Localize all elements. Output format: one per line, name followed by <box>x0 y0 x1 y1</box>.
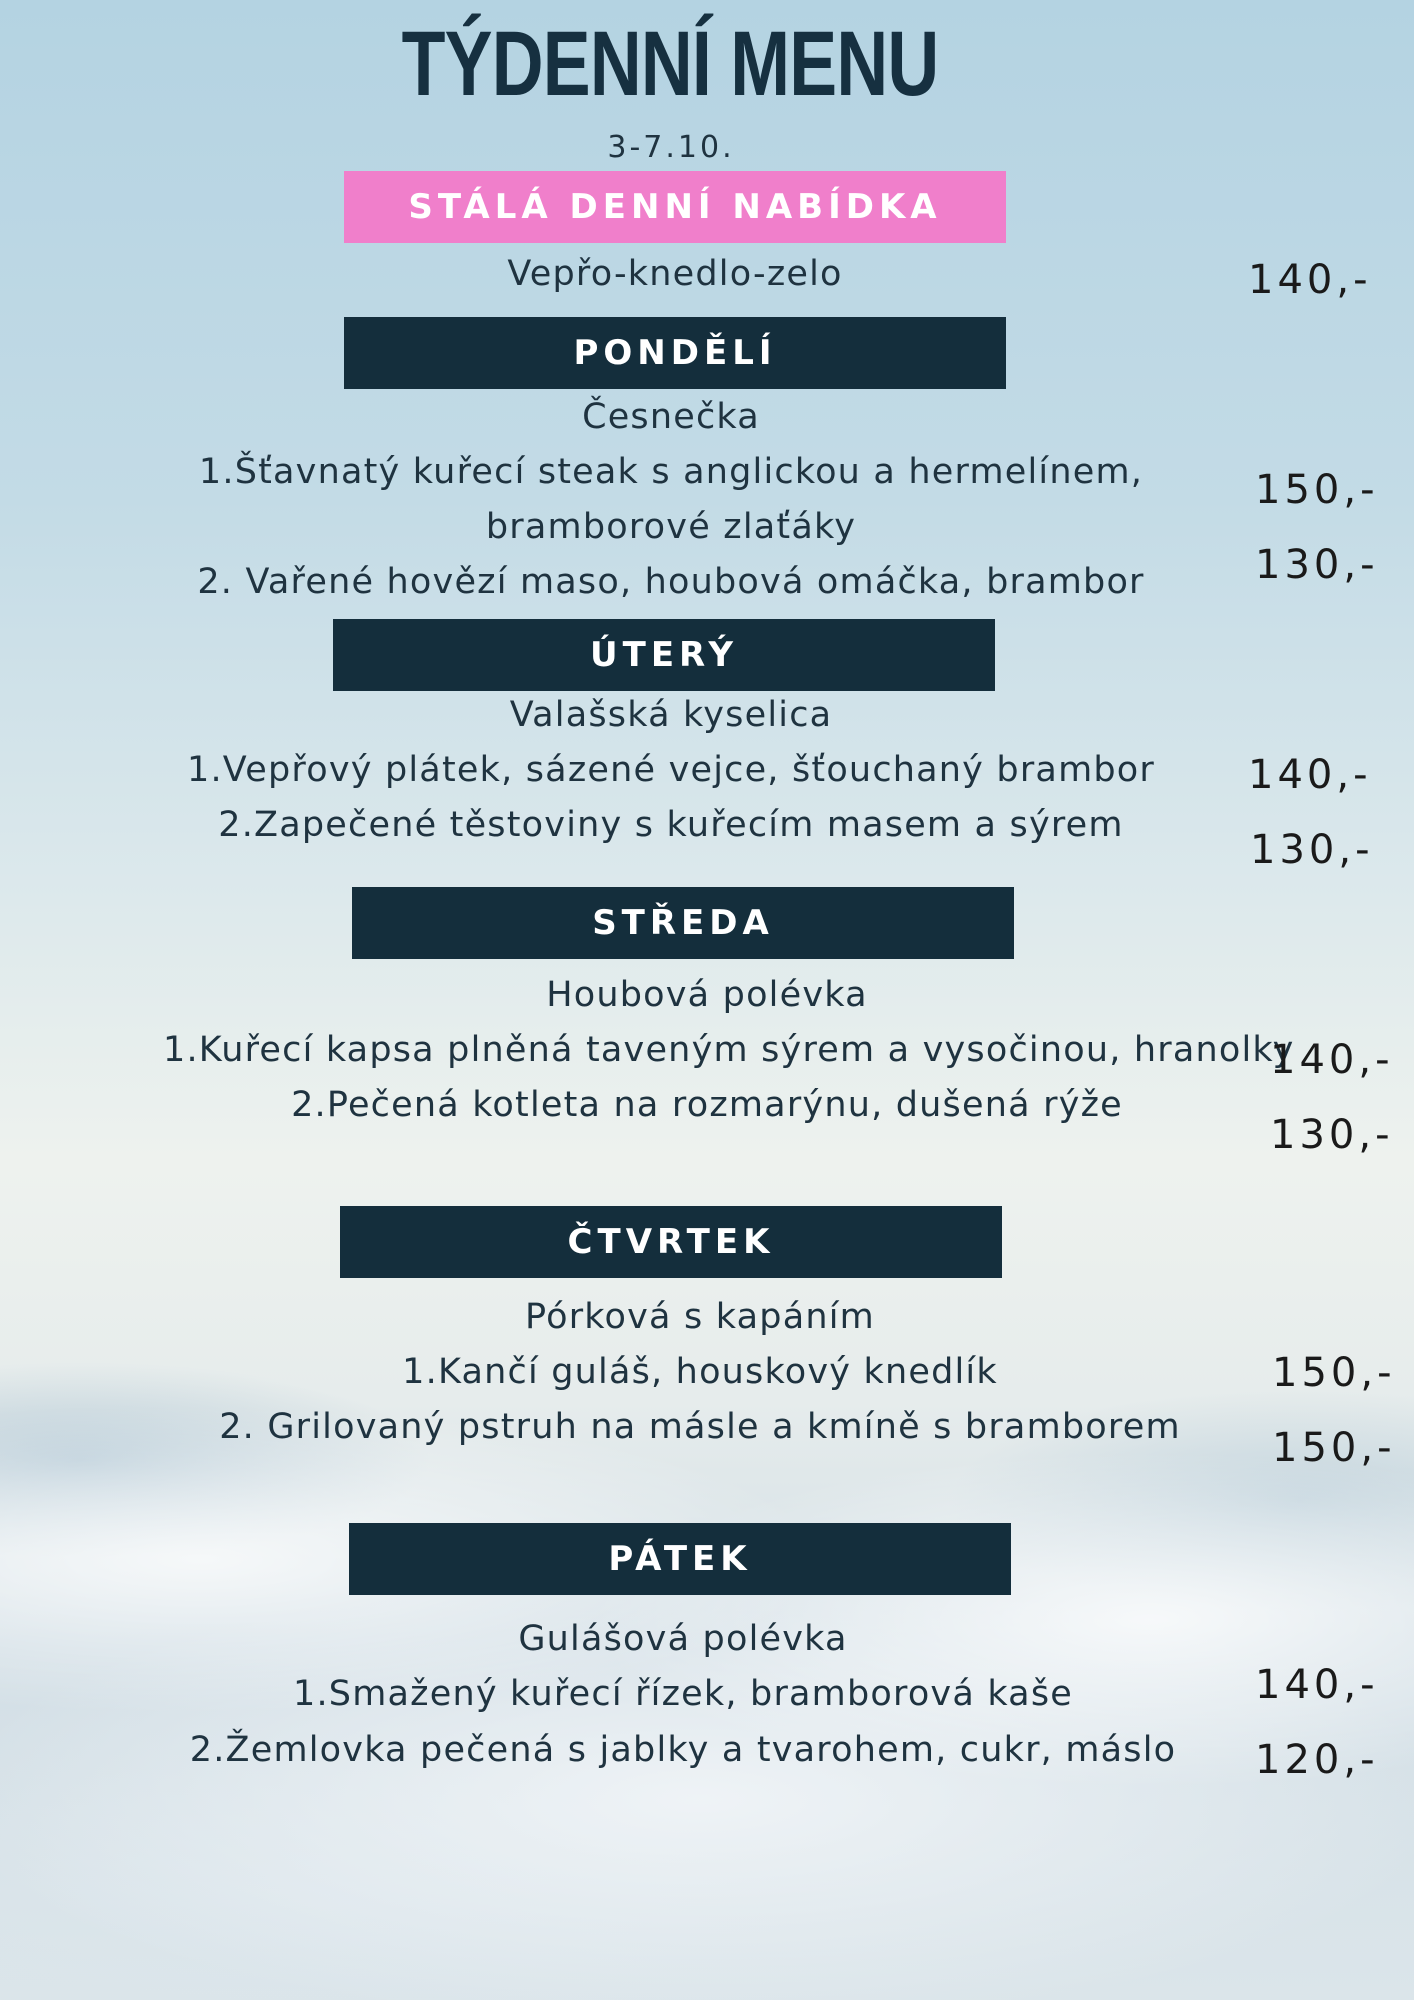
thursday-header: ČTVRTEK <box>340 1206 1002 1278</box>
daily-price: 140,- <box>1248 257 1372 303</box>
friday-dish-2: 2.Žemlovka pečená s jablky a tvarohem, cukr, máslo <box>189 1730 1177 1770</box>
thursday-dish-1: 1.Kančí guláš, houskový knedlík <box>402 1352 998 1392</box>
monday-dish-1-price: 150,- <box>1255 467 1379 513</box>
tuesday-dish-1-price: 140,- <box>1248 752 1372 798</box>
monday-header: PONDĚLÍ <box>344 317 1006 389</box>
wednesday-header: STŘEDA <box>352 887 1014 959</box>
friday-header: PÁTEK <box>349 1523 1011 1595</box>
daily-dish: Vepřo-knedlo-zelo <box>507 254 843 294</box>
monday-dish-1-line-1: 1.Šťavnatý kuřecí steak s anglickou a hermelínem, <box>198 452 1144 492</box>
thursday-dish-1-price: 150,- <box>1272 1350 1396 1396</box>
friday-dish-1-price: 140,- <box>1255 1662 1379 1708</box>
tuesday-dish-2-price: 130,- <box>1250 827 1374 873</box>
menu-dates: 3-7.10. <box>607 130 735 165</box>
menu-title: TÝDENNÍ MENU <box>401 13 939 115</box>
friday-dish-1: 1.Smažený kuřecí řízek, bramborová kaše <box>292 1674 1073 1714</box>
thursday-soup: Pórková s kapáním <box>525 1297 875 1337</box>
daily-offer-header: STÁLÁ DENNÍ NABÍDKA <box>344 171 1006 243</box>
tuesday-dish-1: 1.Vepřový plátek, sázené vejce, šťouchaný brambor <box>187 750 1155 790</box>
wednesday-soup: Houbová polévka <box>546 975 868 1015</box>
wednesday-dish-2-price: 130,- <box>1270 1112 1394 1158</box>
tuesday-dish-2: 2.Zapečené těstoviny s kuřecím masem a sýrem <box>218 805 1124 845</box>
friday-soup: Gulášová polévka <box>518 1619 848 1659</box>
thursday-dish-2: 2. Grilovaný pstruh na másle a kmíně s bramborem <box>219 1407 1181 1447</box>
wednesday-dish-1-price: 140,- <box>1270 1037 1394 1083</box>
monday-soup: Česnečka <box>582 397 760 437</box>
thursday-dish-2-price: 150,- <box>1272 1425 1396 1471</box>
monday-dish-2-price: 130,- <box>1255 542 1379 588</box>
friday-dish-2-price: 120,- <box>1255 1737 1379 1783</box>
wednesday-dish-2: 2.Pečená kotleta na rozmarýnu, dušená rýže <box>291 1085 1123 1125</box>
wednesday-dish-1: 1.Kuřecí kapsa plněná taveným sýrem a vysočinou, hranolky <box>163 1030 1295 1070</box>
monday-dish-1-line-2: bramborové zlaťáky <box>485 507 857 547</box>
tuesday-header: ÚTERÝ <box>333 619 995 691</box>
monday-dish-2: 2. Vařené hovězí maso, houbová omáčka, brambor <box>197 562 1145 602</box>
tuesday-soup: Valašská kyselica <box>509 695 833 735</box>
